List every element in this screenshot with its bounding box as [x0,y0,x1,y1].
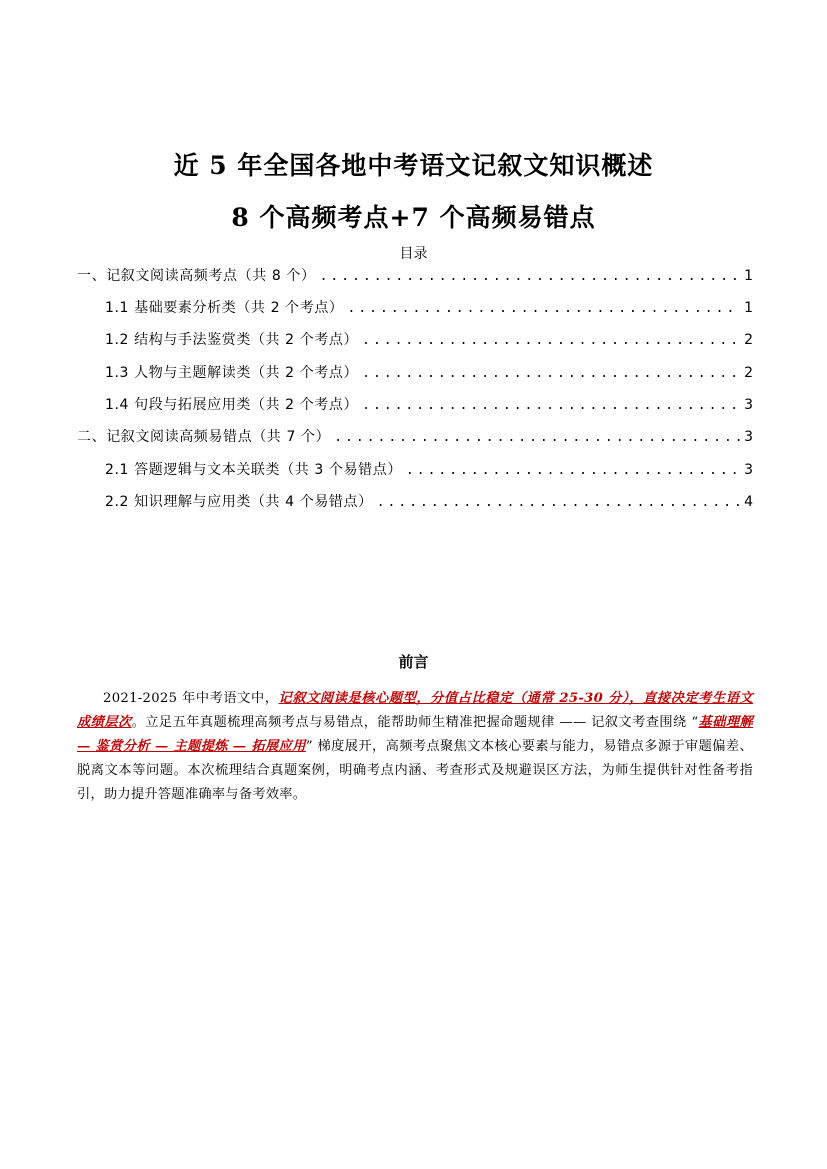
toc-entry-label: 1.1 基础要素分析类（共 2 个考点） [105,300,344,316]
toc-leader-dots [362,333,740,348]
toc-entry-page: 2 [744,365,753,381]
toc-entry-1-2[interactable] [105,329,753,349]
toc-leader-dots [320,269,740,284]
toc-leader-dots [362,366,740,381]
document-subtitle: 8 个高频考点+7 个高频易错点 [231,203,596,232]
toc-entry-label: 二、记叙文阅读高频易错点（共 7 个） [77,429,331,445]
preface-highlight: 记叙文阅读是核心题型，分值占比稳定（通常 25-30 分），直接决定考生语文成绩层次 [77,691,754,730]
toc-heading: 目录 [399,246,428,262]
toc-entry-1-3[interactable] [105,362,753,382]
toc-entry-label: 1.3 人物与主题解读类（共 2 个考点） [105,365,359,381]
preface-text: 。立足五年真题梳理高频考点与易错点，能帮助师生精准把握命题规律 —— 记叙文考查围绕 “ [131,715,699,730]
toc-entry-label: 1.2 结构与手法鉴赏类（共 2 个考点） [105,332,359,348]
preface-heading: 前言 [398,653,429,671]
toc-entry-section-2[interactable] [77,426,753,446]
toc-entry-1-4[interactable] [105,394,753,414]
preface-text: 2021-2025 年中考语文中， [103,691,279,706]
toc-entry-label: 1.4 句段与拓展应用类（共 2 个考点） [105,397,359,413]
toc-entry-section-1[interactable] [77,265,753,285]
toc-entry-1-1[interactable] [105,297,753,317]
toc-entry-page: 3 [744,429,753,445]
toc-entry-page: 2 [744,332,753,348]
toc-leader-dots [406,463,740,478]
toc-entry-label: 2.2 知识理解与应用类（共 4 个易错点） [105,494,373,510]
toc-entry-label: 一、记叙文阅读高频考点（共 8 个） [77,268,316,284]
toc-entry-page: 1 [744,268,753,284]
toc-entry-page: 1 [744,300,753,316]
toc-leader-dots [334,430,740,445]
preface-highlight: 基础理解 — 鉴赏分析 — 主题提炼 — 拓展应用 [77,715,753,754]
document-title: 近 5 年全国各地中考语文记叙文知识概述 [173,151,654,180]
toc-leader-dots [362,398,740,413]
toc-entry-page: 4 [744,494,753,510]
preface-text: ” 梯度展开，高频考点聚焦文本核心要素与能力，易错点多源于审题偏差、脱离文本等问题。本次梳理结合真题案例，明确考点内涵、考查形式及规避误区方法，为师生提供针对性备考指引，助力提升答题准确率与备考效率。 [77,739,753,802]
toc-entry-page: 3 [744,462,753,478]
toc-leader-dots [377,495,740,510]
toc-entry-2-2[interactable] [105,491,753,511]
toc-leader-dots [348,301,741,316]
preface-paragraph [77,687,753,807]
toc-entry-label: 2.1 答题逻辑与文本关联类（共 3 个易错点） [105,462,402,478]
toc-entry-page: 3 [744,397,753,413]
toc-entry-2-1[interactable] [105,459,753,479]
